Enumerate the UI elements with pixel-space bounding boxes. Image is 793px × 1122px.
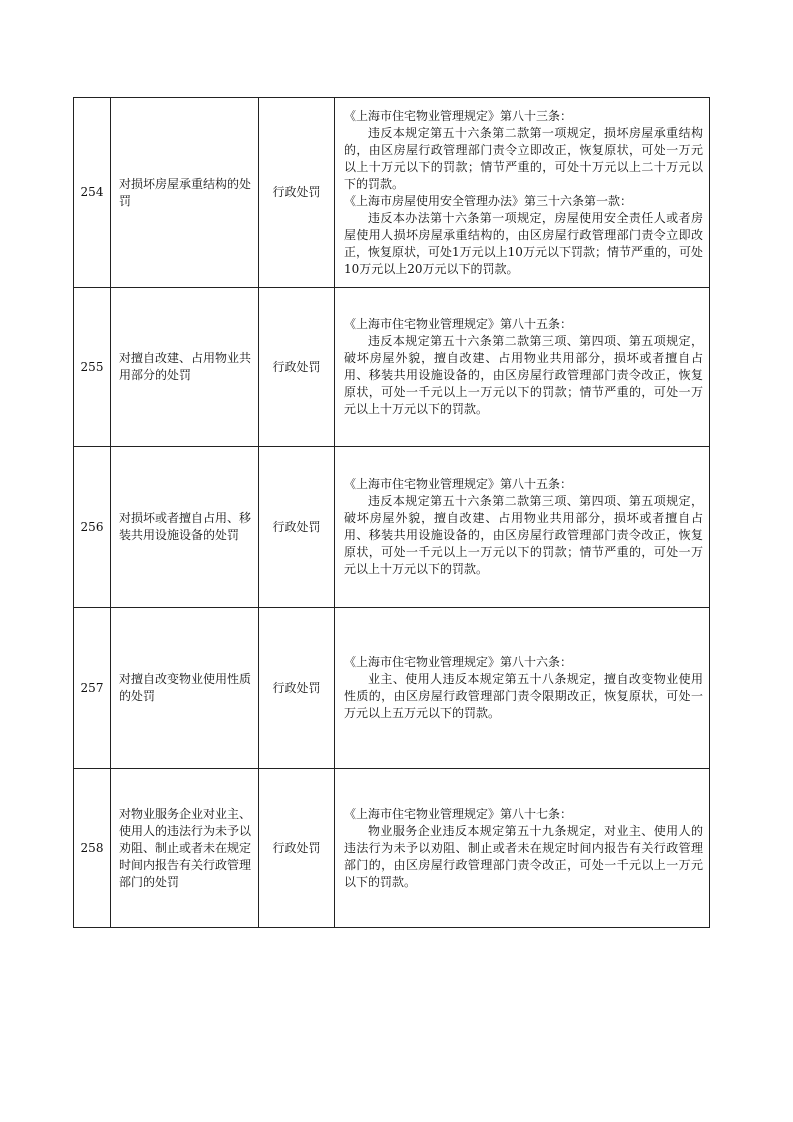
- item-number: 255: [74, 288, 111, 447]
- document-page: [73, 97, 710, 928]
- legal-basis: [335, 98, 710, 288]
- item-number: 256: [74, 447, 111, 608]
- item-name: 对损坏或者擅自占用、移装共用设施设备的处罚: [111, 447, 259, 608]
- item-name: 对擅自改建、占用物业共用部分的处罚: [111, 288, 259, 447]
- legal-basis: [335, 447, 710, 608]
- item-name: 对损坏房屋承重结构的处罚: [111, 98, 259, 288]
- table-row: [74, 608, 710, 769]
- item-type: 行政处罚: [259, 608, 335, 769]
- legal-basis: [335, 769, 710, 928]
- basis-text: 物业服务企业违反本规定第五十九条规定，对业主、使用人的违法行为未予以劝阻、制止或者未在规定时间内报告有关行政管理部门的，由区房屋行政管理部门责令改正，可处一千元以上一万元以下的罚款。: [344, 823, 703, 889]
- basis-text: 违反本规定第五十六条第二款第一项规定，损坏房屋承重结构的，由区房屋行政管理部门责令立即改正，恢复原状，可处一万元以上十万元以下的罚款；情节严重的，可处十万元以上二十万元以下的罚款。: [344, 125, 703, 191]
- item-name: 对擅自改变物业使用性质的处罚: [111, 608, 259, 769]
- item-number: 257: [74, 608, 111, 769]
- table-row: [74, 288, 710, 447]
- basis-source: 《上海市住宅物业管理规定》第八十三条：: [344, 108, 573, 123]
- item-type: 行政处罚: [259, 447, 335, 608]
- basis-text: 业主、使用人违反本规定第五十八条规定，擅自改变物业使用性质的，由区房屋行政管理部门责令限期改正，恢复原状，可处一万元以上五万元以下的罚款。: [344, 672, 703, 720]
- administrative-penalty-table: [73, 97, 710, 928]
- basis-text: 违反本规定第五十六条第二款第三项、第四项、第五项规定，破坏房屋外貌，擅自改建、占用物业共用部分，损坏或者擅自占用、移装共用设施设备的，由区房屋行政管理部门责令改正，恢复原状，可处一千元以上一万元以下的罚款；情节严重的，可处一万元以上十万元以下的罚款。: [344, 494, 703, 576]
- item-type: 行政处罚: [259, 288, 335, 447]
- item-type: 行政处罚: [259, 98, 335, 288]
- basis-source: 《上海市住宅物业管理规定》第八十六条：: [344, 655, 573, 669]
- legal-basis: [335, 288, 710, 447]
- basis-text: 违反本办法第十六条第一项规定，房屋使用安全责任人或者房屋使用人损坏房屋承重结构的，由区房屋行政管理部门责令立即改正，恢复原状，可处1万元以上10万元以下罚款；情节严重的，可处10万元以上20万元以下的罚款。: [344, 210, 703, 276]
- item-number: 258: [74, 769, 111, 928]
- basis-source: 《上海市住宅物业管理规定》第八十七条：: [344, 806, 573, 821]
- table-row: [74, 447, 710, 608]
- item-name: 对物业服务企业对业主、使用人的违法行为未予以劝阻、制止或者未在规定时间内报告有关行政管理部门的处罚: [111, 769, 259, 928]
- basis-source: 《上海市住宅物业管理规定》第八十五条：: [344, 317, 573, 331]
- basis-text: 违反本规定第五十六条第二款第三项、第四项、第五项规定，破坏房屋外貌，擅自改建、占用物业共用部分，损坏或者擅自占用、移装共用设施设备的，由区房屋行政管理部门责令改正，恢复原状，可处一千元以上一万元以下的罚款；情节严重的，可处一万元以上十万元以下的罚款。: [344, 334, 703, 416]
- item-type: 行政处罚: [259, 769, 335, 928]
- basis-source: 《上海市住宅物业管理规定》第八十五条：: [344, 477, 573, 491]
- table-row: [74, 98, 710, 288]
- legal-basis: [335, 608, 710, 769]
- basis-source: 《上海市房屋使用安全管理办法》第三十六条第一款：: [344, 193, 633, 208]
- item-number: 254: [74, 98, 111, 288]
- table-row: [74, 769, 710, 928]
